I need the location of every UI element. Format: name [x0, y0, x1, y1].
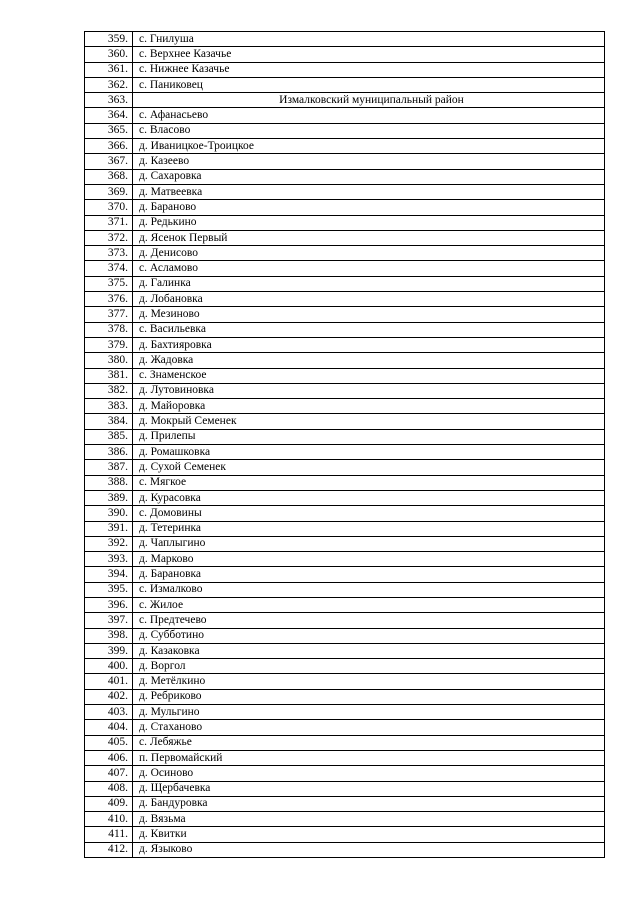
table-row	[85, 445, 605, 460]
table-row	[85, 812, 605, 827]
settlement-name: д. Денисово	[133, 246, 605, 261]
table-row	[85, 77, 605, 92]
table-row	[85, 32, 605, 47]
settlement-name: д. Прилепы	[133, 429, 605, 444]
row-number: 369.	[85, 184, 133, 199]
row-number: 396.	[85, 597, 133, 612]
row-number: 395.	[85, 582, 133, 597]
settlement-name: с. Верхнее Казачье	[133, 47, 605, 62]
table-row	[85, 552, 605, 567]
row-number: 382.	[85, 383, 133, 398]
table-row	[85, 276, 605, 291]
row-number: 379.	[85, 337, 133, 352]
row-number: 393.	[85, 552, 133, 567]
row-number: 383.	[85, 399, 133, 414]
settlement-name: д. Майоровка	[133, 399, 605, 414]
settlement-name: д. Осиново	[133, 766, 605, 781]
table-row	[85, 184, 605, 199]
settlement-name: д. Квитки	[133, 827, 605, 842]
row-number: 407.	[85, 766, 133, 781]
row-number: 384.	[85, 414, 133, 429]
settlement-name: д. Ромашковка	[133, 445, 605, 460]
table-row	[85, 429, 605, 444]
settlement-name: д. Курасовка	[133, 490, 605, 505]
row-number: 392.	[85, 536, 133, 551]
row-number: 394.	[85, 567, 133, 582]
table-row	[85, 827, 605, 842]
settlement-name: д. Матвеевка	[133, 184, 605, 199]
table-row	[85, 842, 605, 857]
row-number: 376.	[85, 292, 133, 307]
table-row	[85, 613, 605, 628]
row-number: 373.	[85, 246, 133, 261]
table-row	[85, 108, 605, 123]
table-row	[85, 643, 605, 658]
settlement-name: с. Домовины	[133, 506, 605, 521]
row-number: 377.	[85, 307, 133, 322]
district-header-row	[85, 93, 605, 108]
settlement-name: с. Мягкое	[133, 475, 605, 490]
table-row	[85, 705, 605, 720]
settlement-name: д. Сухой Семенек	[133, 460, 605, 475]
table-row	[85, 597, 605, 612]
row-number: 368.	[85, 169, 133, 184]
settlement-name: с. Знаменское	[133, 368, 605, 383]
settlement-name: д. Бандуровка	[133, 796, 605, 811]
row-number: 360.	[85, 47, 133, 62]
row-number: 406.	[85, 750, 133, 765]
row-number: 375.	[85, 276, 133, 291]
row-number: 387.	[85, 460, 133, 475]
row-number: 367.	[85, 154, 133, 169]
table-row	[85, 123, 605, 138]
row-number: 361.	[85, 62, 133, 77]
settlement-name: д. Галинка	[133, 276, 605, 291]
settlement-name: с. Васильевка	[133, 322, 605, 337]
row-number: 399.	[85, 643, 133, 658]
settlement-name: с. Афанасьево	[133, 108, 605, 123]
settlement-name: с. Лебяжье	[133, 735, 605, 750]
table-row	[85, 628, 605, 643]
row-number: 372.	[85, 230, 133, 245]
row-number: 366.	[85, 139, 133, 154]
row-number: 411.	[85, 827, 133, 842]
row-number: 378.	[85, 322, 133, 337]
table-row	[85, 414, 605, 429]
table-row	[85, 750, 605, 765]
row-number: 402.	[85, 689, 133, 704]
settlement-name: д. Субботино	[133, 628, 605, 643]
table-row	[85, 659, 605, 674]
settlement-name: д. Бараново	[133, 200, 605, 215]
table-row	[85, 230, 605, 245]
settlement-name: д. Ясенок Первый	[133, 230, 605, 245]
settlement-name: д. Лобановка	[133, 292, 605, 307]
settlement-name: д. Казеево	[133, 154, 605, 169]
settlement-name: д. Чаплыгино	[133, 536, 605, 551]
table-row	[85, 337, 605, 352]
settlement-name: п. Первомайский	[133, 750, 605, 765]
table-row	[85, 246, 605, 261]
table-row	[85, 399, 605, 414]
settlement-name: д. Барановка	[133, 567, 605, 582]
settlement-name: с. Жилое	[133, 597, 605, 612]
table-row	[85, 261, 605, 276]
table-row	[85, 506, 605, 521]
table-row	[85, 139, 605, 154]
settlement-name: д. Тетеринка	[133, 521, 605, 536]
row-number: 359.	[85, 32, 133, 47]
settlement-name: д. Метёлкино	[133, 674, 605, 689]
table-row	[85, 307, 605, 322]
row-number: 363.	[85, 93, 133, 108]
table-row	[85, 536, 605, 551]
table-row	[85, 796, 605, 811]
row-number: 410.	[85, 812, 133, 827]
table-row	[85, 521, 605, 536]
row-number: 371.	[85, 215, 133, 230]
table-row	[85, 460, 605, 475]
settlement-name: д. Вязьма	[133, 812, 605, 827]
settlement-name: д. Жадовка	[133, 353, 605, 368]
table-row	[85, 215, 605, 230]
table-row	[85, 766, 605, 781]
settlement-name: с. Предтечево	[133, 613, 605, 628]
settlement-name: д. Стаханово	[133, 720, 605, 735]
row-number: 374.	[85, 261, 133, 276]
row-number: 380.	[85, 353, 133, 368]
settlement-name: д. Марково	[133, 552, 605, 567]
row-number: 401.	[85, 674, 133, 689]
settlement-name: с. Измалково	[133, 582, 605, 597]
row-number: 365.	[85, 123, 133, 138]
row-number: 408.	[85, 781, 133, 796]
settlement-name: д. Языково	[133, 842, 605, 857]
table-row	[85, 47, 605, 62]
table-row	[85, 200, 605, 215]
table-row	[85, 368, 605, 383]
settlements-table-body	[85, 32, 605, 858]
row-number: 381.	[85, 368, 133, 383]
settlements-table	[84, 31, 605, 858]
settlement-name: д. Щербачевка	[133, 781, 605, 796]
table-row	[85, 781, 605, 796]
table-row	[85, 62, 605, 77]
table-row	[85, 154, 605, 169]
row-number: 405.	[85, 735, 133, 750]
settlement-name: с. Асламово	[133, 261, 605, 276]
settlement-name: д. Мокрый Семенек	[133, 414, 605, 429]
row-number: 404.	[85, 720, 133, 735]
table-row	[85, 475, 605, 490]
row-number: 403.	[85, 705, 133, 720]
row-number: 412.	[85, 842, 133, 857]
settlement-name: с. Нижнее Казачье	[133, 62, 605, 77]
table-row	[85, 322, 605, 337]
settlement-name: д. Бахтияровка	[133, 337, 605, 352]
row-number: 391.	[85, 521, 133, 536]
settlement-name: д. Иваницкое-Троицкое	[133, 139, 605, 154]
table-row	[85, 674, 605, 689]
row-number: 400.	[85, 659, 133, 674]
row-number: 362.	[85, 77, 133, 92]
row-number: 397.	[85, 613, 133, 628]
settlement-name: д. Ребриково	[133, 689, 605, 704]
table-row	[85, 383, 605, 398]
table-row	[85, 567, 605, 582]
settlement-name: с. Паниковец	[133, 77, 605, 92]
settlement-name: д. Сахаровка	[133, 169, 605, 184]
settlement-name: д. Лутовиновка	[133, 383, 605, 398]
settlement-name: д. Редькино	[133, 215, 605, 230]
row-number: 364.	[85, 108, 133, 123]
settlement-name: с. Гнилуша	[133, 32, 605, 47]
row-number: 409.	[85, 796, 133, 811]
row-number: 388.	[85, 475, 133, 490]
table-row	[85, 292, 605, 307]
table-row	[85, 689, 605, 704]
row-number: 389.	[85, 490, 133, 505]
row-number: 370.	[85, 200, 133, 215]
table-row	[85, 582, 605, 597]
table-row	[85, 169, 605, 184]
row-number: 390.	[85, 506, 133, 521]
settlement-name: д. Мезиново	[133, 307, 605, 322]
table-row	[85, 353, 605, 368]
settlement-name: д. Мульгино	[133, 705, 605, 720]
row-number: 385.	[85, 429, 133, 444]
district-name: Измалковский муниципальный район	[133, 93, 605, 108]
settlement-name: д. Воргол	[133, 659, 605, 674]
settlement-name: д. Казаковка	[133, 643, 605, 658]
row-number: 386.	[85, 445, 133, 460]
settlement-name: с. Власово	[133, 123, 605, 138]
row-number: 398.	[85, 628, 133, 643]
table-row	[85, 490, 605, 505]
table-row	[85, 720, 605, 735]
table-row	[85, 735, 605, 750]
